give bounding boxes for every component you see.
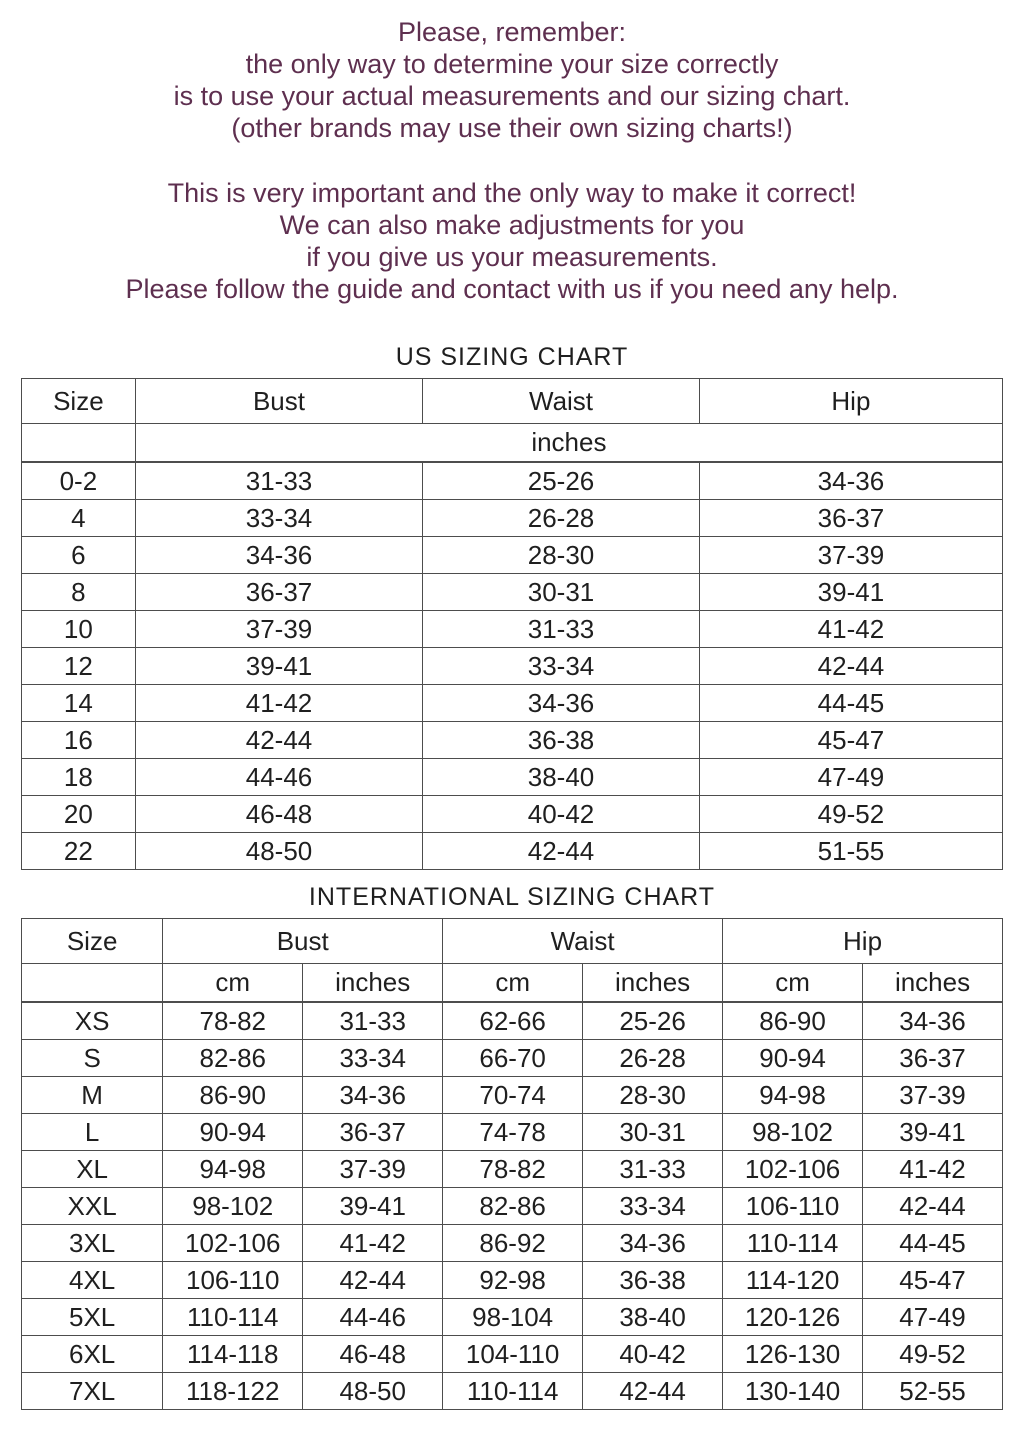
size-cell: 12 — [22, 648, 136, 685]
measurement-cell: 30-31 — [583, 1114, 723, 1151]
measurement-cell: 36-37 — [303, 1114, 443, 1151]
table-row — [22, 1336, 1003, 1373]
measurement-cell: 42-44 — [699, 648, 1002, 685]
size-cell: XS — [22, 1002, 163, 1040]
size-cell: 20 — [22, 796, 136, 833]
measurement-cell: 86-92 — [443, 1225, 583, 1262]
measurement-cell: 82-86 — [443, 1188, 583, 1225]
measurement-cell: 106-110 — [163, 1262, 303, 1299]
intro-line: Please, remember: — [397, 17, 627, 47]
size-cell: L — [22, 1114, 163, 1151]
intro-line: (other brands may use their own sizing charts!) — [231, 113, 793, 143]
measurement-cell: 36-37 — [135, 574, 422, 611]
international-chart-title: INTERNATIONAL SIZING CHART — [308, 883, 716, 911]
measurement-cell: 28-30 — [423, 537, 700, 574]
table-row — [22, 1188, 1003, 1225]
measurement-cell: 92-98 — [443, 1262, 583, 1299]
measurement-cell: 34-36 — [583, 1225, 723, 1262]
measurement-cell: 47-49 — [699, 759, 1002, 796]
measurement-cell: 94-98 — [163, 1151, 303, 1188]
measurement-cell: 46-48 — [303, 1336, 443, 1373]
table-row — [22, 500, 1003, 537]
measurement-cell: 86-90 — [163, 1077, 303, 1114]
measurement-cell: 31-33 — [583, 1151, 723, 1188]
measurement-cell: 46-48 — [135, 796, 422, 833]
subheader-waist-cm: cm — [443, 964, 583, 1003]
measurement-cell: 42-44 — [863, 1188, 1003, 1225]
measurement-cell: 45-47 — [863, 1262, 1003, 1299]
measurement-cell: 102-106 — [723, 1151, 863, 1188]
intro-line: if you give us your measurements. — [306, 242, 718, 272]
measurement-cell: 25-26 — [583, 1002, 723, 1040]
column-header-bust: Bust — [163, 919, 443, 964]
measurement-cell: 38-40 — [583, 1299, 723, 1336]
measurement-cell: 34-36 — [863, 1002, 1003, 1040]
table-row — [22, 574, 1003, 611]
measurement-cell: 110-114 — [443, 1373, 583, 1410]
measurement-cell: 25-26 — [423, 462, 700, 500]
measurement-cell: 44-46 — [135, 759, 422, 796]
measurement-cell: 40-42 — [583, 1336, 723, 1373]
empty-cell — [22, 964, 163, 1003]
measurement-cell: 34-36 — [423, 685, 700, 722]
measurement-cell: 45-47 — [699, 722, 1002, 759]
size-cell: 4XL — [22, 1262, 163, 1299]
measurement-cell: 39-41 — [699, 574, 1002, 611]
measurement-cell: 48-50 — [303, 1373, 443, 1410]
measurement-cell: 98-104 — [443, 1299, 583, 1336]
intro-line: This is very important and the only way to make it correct! — [167, 178, 857, 208]
measurement-cell: 90-94 — [723, 1040, 863, 1077]
column-header-hip: Hip — [699, 379, 1002, 424]
size-cell: XXL — [22, 1188, 163, 1225]
size-cell: 22 — [22, 833, 136, 870]
measurement-cell: 33-34 — [583, 1188, 723, 1225]
measurement-cell: 94-98 — [723, 1077, 863, 1114]
measurement-cell: 34-36 — [135, 537, 422, 574]
measurement-cell: 118-122 — [163, 1373, 303, 1410]
us-sizing-table — [21, 378, 1003, 870]
table-row — [22, 537, 1003, 574]
measurement-cell: 51-55 — [699, 833, 1002, 870]
measurement-cell: 42-44 — [423, 833, 700, 870]
measurement-cell: 41-42 — [699, 611, 1002, 648]
intro-paragraph-2 — [0, 177, 1024, 305]
intro-line: is to use your actual measurements and our sizing chart. — [173, 81, 851, 111]
measurement-cell: 114-118 — [163, 1336, 303, 1373]
measurement-cell: 78-82 — [163, 1002, 303, 1040]
table-row — [22, 1225, 1003, 1262]
measurement-cell: 130-140 — [723, 1373, 863, 1410]
column-header-size: Size — [22, 919, 163, 964]
measurement-cell: 98-102 — [163, 1188, 303, 1225]
measurement-cell: 41-42 — [135, 685, 422, 722]
measurement-cell: 31-33 — [135, 462, 422, 500]
measurement-cell: 41-42 — [863, 1151, 1003, 1188]
size-cell: 4 — [22, 500, 136, 537]
measurement-cell: 37-39 — [303, 1151, 443, 1188]
measurement-cell: 39-41 — [135, 648, 422, 685]
measurement-cell: 48-50 — [135, 833, 422, 870]
measurement-cell: 41-42 — [303, 1225, 443, 1262]
table-row — [22, 1114, 1003, 1151]
paragraph-spacer — [0, 144, 1024, 177]
table-row — [22, 648, 1003, 685]
measurement-cell: 31-33 — [303, 1002, 443, 1040]
measurement-cell: 49-52 — [863, 1336, 1003, 1373]
size-cell: S — [22, 1040, 163, 1077]
measurement-cell: 49-52 — [699, 796, 1002, 833]
intro-text — [0, 16, 1024, 305]
measurement-cell: 66-70 — [443, 1040, 583, 1077]
measurement-cell: 106-110 — [723, 1188, 863, 1225]
subheader-bust-cm: cm — [163, 964, 303, 1003]
measurement-cell: 38-40 — [423, 759, 700, 796]
intro-paragraph-1 — [0, 16, 1024, 144]
table-row — [22, 1151, 1003, 1188]
measurement-cell: 36-38 — [423, 722, 700, 759]
table-row — [22, 1373, 1003, 1410]
table-row — [22, 796, 1003, 833]
measurement-cell: 44-45 — [699, 685, 1002, 722]
measurement-cell: 78-82 — [443, 1151, 583, 1188]
size-cell: 3XL — [22, 1225, 163, 1262]
measurement-cell: 39-41 — [863, 1114, 1003, 1151]
measurement-cell: 104-110 — [443, 1336, 583, 1373]
measurement-cell: 40-42 — [423, 796, 700, 833]
measurement-cell: 37-39 — [699, 537, 1002, 574]
measurement-cell: 39-41 — [303, 1188, 443, 1225]
measurement-cell: 114-120 — [723, 1262, 863, 1299]
measurement-cell: 36-37 — [863, 1040, 1003, 1077]
size-cell: 16 — [22, 722, 136, 759]
measurement-cell: 44-45 — [863, 1225, 1003, 1262]
table-row — [22, 685, 1003, 722]
table-row — [22, 1262, 1003, 1299]
subheader-bust-inches: inches — [303, 964, 443, 1003]
intro-line: We can also make adjustments for you — [279, 210, 745, 240]
measurement-cell: 30-31 — [423, 574, 700, 611]
measurement-cell: 36-37 — [699, 500, 1002, 537]
column-header-bust: Bust — [135, 379, 422, 424]
table-row — [22, 759, 1003, 796]
measurement-cell: 31-33 — [423, 611, 700, 648]
table-row — [22, 1077, 1003, 1114]
measurement-cell: 33-34 — [135, 500, 422, 537]
measurement-cell: 42-44 — [135, 722, 422, 759]
intl-unit-row — [22, 964, 1003, 1003]
table-row — [22, 462, 1003, 500]
measurement-cell: 28-30 — [583, 1077, 723, 1114]
unit-label-cell: inches — [135, 424, 1002, 463]
measurement-cell: 33-34 — [303, 1040, 443, 1077]
measurement-cell: 82-86 — [163, 1040, 303, 1077]
subheader-hip-inches: inches — [863, 964, 1003, 1003]
measurement-cell: 74-78 — [443, 1114, 583, 1151]
size-cell: 6XL — [22, 1336, 163, 1373]
measurement-cell: 70-74 — [443, 1077, 583, 1114]
measurement-cell: 34-36 — [699, 462, 1002, 500]
measurement-cell: 26-28 — [423, 500, 700, 537]
column-header-waist: Waist — [443, 919, 723, 964]
measurement-cell: 37-39 — [863, 1077, 1003, 1114]
column-header-hip: Hip — [723, 919, 1003, 964]
measurement-cell: 44-46 — [303, 1299, 443, 1336]
size-cell: 18 — [22, 759, 136, 796]
measurement-cell: 90-94 — [163, 1114, 303, 1151]
measurement-cell: 42-44 — [583, 1373, 723, 1410]
column-header-size: Size — [22, 379, 136, 424]
empty-cell — [22, 424, 136, 463]
measurement-cell: 126-130 — [723, 1336, 863, 1373]
measurement-cell: 37-39 — [135, 611, 422, 648]
measurement-cell: 110-114 — [723, 1225, 863, 1262]
column-header-waist: Waist — [423, 379, 700, 424]
us-chart-title: US SIZING CHART — [395, 343, 629, 371]
size-cell: 7XL — [22, 1373, 163, 1410]
measurement-cell: 33-34 — [423, 648, 700, 685]
intl-header-row — [22, 919, 1003, 964]
table-row — [22, 1299, 1003, 1336]
measurement-cell: 102-106 — [163, 1225, 303, 1262]
table-row — [22, 833, 1003, 870]
us-header-row — [22, 379, 1003, 424]
intro-line: Please follow the guide and contact with us if you need any help. — [125, 274, 899, 304]
measurement-cell: 120-126 — [723, 1299, 863, 1336]
size-cell: M — [22, 1077, 163, 1114]
measurement-cell: 26-28 — [583, 1040, 723, 1077]
measurement-cell: 110-114 — [163, 1299, 303, 1336]
measurement-cell: 47-49 — [863, 1299, 1003, 1336]
measurement-cell: 86-90 — [723, 1002, 863, 1040]
measurement-cell: 62-66 — [443, 1002, 583, 1040]
international-sizing-table — [21, 918, 1003, 1410]
intro-line: the only way to determine your size correctly — [245, 49, 779, 79]
size-cell: 14 — [22, 685, 136, 722]
size-cell: 8 — [22, 574, 136, 611]
size-cell: 10 — [22, 611, 136, 648]
table-row — [22, 611, 1003, 648]
size-cell: XL — [22, 1151, 163, 1188]
us-unit-row — [22, 424, 1003, 463]
measurement-cell: 42-44 — [303, 1262, 443, 1299]
measurement-cell: 98-102 — [723, 1114, 863, 1151]
subheader-waist-inches: inches — [583, 964, 723, 1003]
size-cell: 5XL — [22, 1299, 163, 1336]
table-row — [22, 722, 1003, 759]
size-cell: 0-2 — [22, 462, 136, 500]
table-row — [22, 1040, 1003, 1077]
measurement-cell: 36-38 — [583, 1262, 723, 1299]
measurement-cell: 34-36 — [303, 1077, 443, 1114]
measurement-cell: 52-55 — [863, 1373, 1003, 1410]
table-row — [22, 1002, 1003, 1040]
subheader-hip-cm: cm — [723, 964, 863, 1003]
size-cell: 6 — [22, 537, 136, 574]
